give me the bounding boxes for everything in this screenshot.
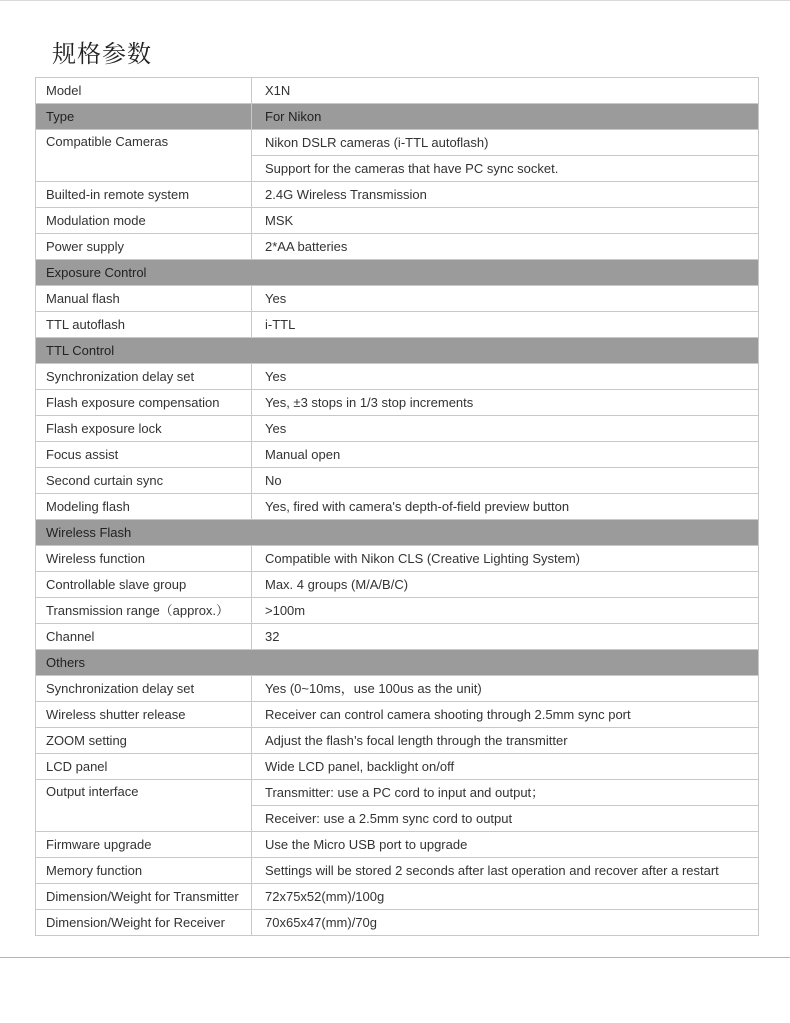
spec-row-manual-flash: [36, 286, 759, 312]
spec-row-dim-receiver: [36, 910, 759, 936]
spec-value: Manual open: [252, 442, 759, 468]
spec-label: Dimension/Weight for Transmitter: [36, 884, 252, 910]
spec-label: Firmware upgrade: [36, 832, 252, 858]
spec-value: Yes: [252, 416, 759, 442]
spec-row-wireless-function: [36, 546, 759, 572]
spec-value: Max. 4 groups (M/A/B/C): [252, 572, 759, 598]
section-wireless-flash: [36, 520, 759, 546]
spec-row-focus-assist: [36, 442, 759, 468]
spec-label: Wireless function: [36, 546, 252, 572]
spec-value: 2.4G Wireless Transmission: [252, 182, 759, 208]
spec-label: Wireless shutter release: [36, 702, 252, 728]
spec-table: [35, 77, 759, 936]
spec-value: Yes: [252, 364, 759, 390]
spec-row-fel: [36, 416, 759, 442]
spec-row-range: [36, 598, 759, 624]
spec-value: Yes: [252, 286, 759, 312]
spec-value: Adjust the flash’s focal length through the transmitter: [252, 728, 759, 754]
spec-value: Support for the cameras that have PC sync socket.: [252, 156, 759, 182]
spec-label: Synchronization delay set: [36, 364, 252, 390]
spec-value: Receiver: use a 2.5mm sync cord to output: [252, 806, 759, 832]
spec-row-power: [36, 234, 759, 260]
spec-label: TTL autoflash: [36, 312, 252, 338]
spec-value: No: [252, 468, 759, 494]
section-heading: TTL Control: [36, 338, 759, 364]
spec-row-ttl-autoflash: [36, 312, 759, 338]
spec-value: 70x65x47(mm)/70g: [252, 910, 759, 936]
section-exposure-control: [36, 260, 759, 286]
spec-value: Yes, fired with camera's depth-of-field preview button: [252, 494, 759, 520]
spec-label: Synchronization delay set: [36, 676, 252, 702]
spec-row-sync-delay: [36, 364, 759, 390]
spec-label: Channel: [36, 624, 252, 650]
spec-value: Transmitter: use a PC cord to input and output；: [252, 780, 759, 806]
bottom-divider: [0, 957, 790, 958]
spec-value: Receiver can control camera shooting through 2.5mm sync port: [252, 702, 759, 728]
spec-row-modeling: [36, 494, 759, 520]
spec-value: 2*AA batteries: [252, 234, 759, 260]
spec-label: Compatible Cameras: [36, 130, 252, 182]
spec-row-lcd: [36, 754, 759, 780]
spec-value: X1N: [252, 78, 759, 104]
spec-row-fec: [36, 390, 759, 416]
spec-row-shutter: [36, 702, 759, 728]
spec-label: Manual flash: [36, 286, 252, 312]
spec-label: Second curtain sync: [36, 468, 252, 494]
spec-value: Nikon DSLR cameras (i-TTL autoflash): [252, 130, 759, 156]
spec-row-firmware: [36, 832, 759, 858]
spec-label: Transmission range（approx.）: [36, 598, 252, 624]
spec-row-type: [36, 104, 759, 130]
page-title: 规格参数: [52, 40, 152, 68]
spec-row-output: [36, 780, 759, 806]
spec-label: Model: [36, 78, 252, 104]
spec-row-model: [36, 78, 759, 104]
section-heading: Others: [36, 650, 759, 676]
spec-value: 72x75x52(mm)/100g: [252, 884, 759, 910]
spec-value: Settings will be stored 2 seconds after last operation and recover after a restart: [252, 858, 759, 884]
spec-label: Memory function: [36, 858, 252, 884]
spec-value: Yes, ±3 stops in 1/3 stop increments: [252, 390, 759, 416]
top-divider: [0, 0, 790, 1]
spec-label: Output interface: [36, 780, 252, 832]
spec-value: Wide LCD panel, backlight on/off: [252, 754, 759, 780]
spec-value: Use the Micro USB port to upgrade: [252, 832, 759, 858]
spec-value: For Nikon: [252, 104, 759, 130]
spec-row-modulation: [36, 208, 759, 234]
spec-label: Modulation mode: [36, 208, 252, 234]
spec-label: Dimension/Weight for Receiver: [36, 910, 252, 936]
spec-label: Type: [36, 104, 252, 130]
spec-label: Flash exposure lock: [36, 416, 252, 442]
spec-value: Yes (0~10ms，use 100us as the unit): [252, 676, 759, 702]
spec-value: Compatible with Nikon CLS (Creative Lighting System): [252, 546, 759, 572]
spec-label: LCD panel: [36, 754, 252, 780]
section-heading: Exposure Control: [36, 260, 759, 286]
spec-row-memory: [36, 858, 759, 884]
spec-label: Flash exposure compensation: [36, 390, 252, 416]
spec-label: Controllable slave group: [36, 572, 252, 598]
spec-value: >100m: [252, 598, 759, 624]
spec-label: Builted-in remote system: [36, 182, 252, 208]
section-heading: Wireless Flash: [36, 520, 759, 546]
spec-row-remote: [36, 182, 759, 208]
spec-value: MSK: [252, 208, 759, 234]
spec-row-dim-transmitter: [36, 884, 759, 910]
spec-row-sync-delay-2: [36, 676, 759, 702]
spec-label: Modeling flash: [36, 494, 252, 520]
spec-row-slave-group: [36, 572, 759, 598]
spec-row-compatible: [36, 130, 759, 156]
spec-row-second-curtain: [36, 468, 759, 494]
spec-label: Focus assist: [36, 442, 252, 468]
spec-row-zoom: [36, 728, 759, 754]
section-others: [36, 650, 759, 676]
spec-value: 32: [252, 624, 759, 650]
spec-label: ZOOM setting: [36, 728, 252, 754]
spec-row-channel: [36, 624, 759, 650]
spec-label: Power supply: [36, 234, 252, 260]
section-ttl-control: [36, 338, 759, 364]
spec-value: i-TTL: [252, 312, 759, 338]
